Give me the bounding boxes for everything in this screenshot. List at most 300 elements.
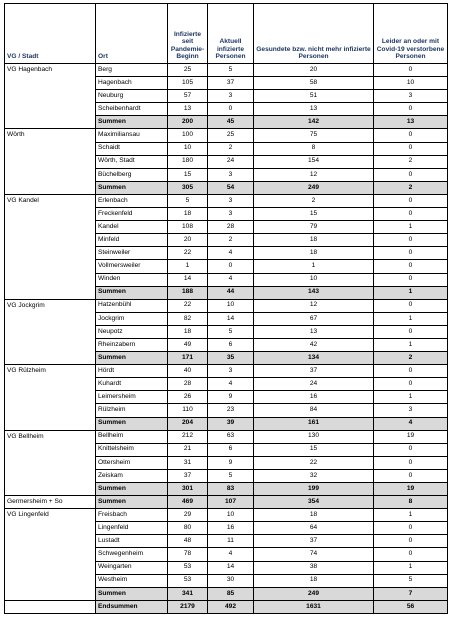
infizierte-cell: 53	[168, 574, 208, 587]
verstorbene-cell: 0	[374, 208, 448, 221]
table-row	[5, 221, 448, 234]
ort-cell: Erlenbach	[96, 194, 168, 207]
sum-infizierte: 171	[168, 352, 208, 365]
gesundete-cell: 130	[254, 430, 374, 443]
group-name-cell	[5, 181, 96, 194]
sum-verstorbene: 2	[374, 352, 448, 365]
verstorbene-cell: 0	[374, 168, 448, 181]
header-aktuell-infizierte: Aktuell infizierte Personen	[208, 4, 254, 64]
gesundete-cell: 37	[254, 365, 374, 378]
table-row	[5, 260, 448, 273]
sum-aktuell: 35	[208, 352, 254, 365]
group-name-cell	[5, 391, 96, 404]
aktuell-cell: 14	[208, 312, 254, 325]
ort-cell: Berg	[96, 64, 168, 77]
group-name-cell: VG Rülzheim	[5, 365, 96, 378]
ort-cell: Westheim	[96, 574, 168, 587]
gesundete-cell: 64	[254, 522, 374, 535]
table-row	[5, 522, 448, 535]
aktuell-cell: 30	[208, 574, 254, 587]
infizierte-cell: 15	[168, 168, 208, 181]
infizierte-cell: 22	[168, 299, 208, 312]
group-name-cell	[5, 535, 96, 548]
table-row	[5, 247, 448, 260]
infizierte-cell: 20	[168, 234, 208, 247]
table-row	[5, 325, 448, 338]
gesundete-cell: 16	[254, 391, 374, 404]
gesundete-cell: 67	[254, 312, 374, 325]
ort-cell: Vollmersweiler	[96, 260, 168, 273]
ort-cell: Hatzenbühl	[96, 299, 168, 312]
summen-label: Summen	[96, 483, 168, 496]
infizierte-cell: 29	[168, 509, 208, 522]
gesundete-cell: 18	[254, 247, 374, 260]
infizierte-cell: 10	[168, 142, 208, 155]
table-row	[5, 90, 448, 103]
verstorbene-cell: 0	[374, 142, 448, 155]
verstorbene-cell: 0	[374, 469, 448, 482]
sum-aktuell: 39	[208, 417, 254, 430]
sum-gesundete: 134	[254, 352, 374, 365]
ort-cell: Lingenfeld	[96, 522, 168, 535]
infizierte-cell: 25	[168, 64, 208, 77]
aktuell-cell: 3	[208, 168, 254, 181]
gesundete-cell: 18	[254, 509, 374, 522]
group-name-cell	[5, 352, 96, 365]
ort-cell: Ottersheim	[96, 456, 168, 469]
aktuell-cell: 4	[208, 273, 254, 286]
group-name-cell: Germersheim + So	[5, 496, 96, 509]
table-row	[5, 404, 448, 417]
aktuell-cell: 25	[208, 129, 254, 142]
aktuell-cell: 14	[208, 561, 254, 574]
table-row	[5, 77, 448, 90]
ort-cell: Wörth, Stadt	[96, 155, 168, 168]
ort-cell: Leimersheim	[96, 391, 168, 404]
verstorbene-cell: 0	[374, 522, 448, 535]
sum-gesundete: 142	[254, 116, 374, 129]
ort-cell: Weingarten	[96, 561, 168, 574]
summen-label: Summen	[96, 352, 168, 365]
group-name-cell	[5, 142, 96, 155]
aktuell-cell: 6	[208, 443, 254, 456]
summary-row	[5, 483, 448, 496]
infizierte-cell: 48	[168, 535, 208, 548]
infizierte-cell: 53	[168, 561, 208, 574]
table-row	[5, 338, 448, 351]
infizierte-cell: 28	[168, 378, 208, 391]
group-name-cell	[5, 600, 96, 613]
table-row	[5, 312, 448, 325]
sum-gesundete: 161	[254, 417, 374, 430]
verstorbene-cell: 1	[374, 338, 448, 351]
aktuell-cell: 37	[208, 77, 254, 90]
verstorbene-cell: 0	[374, 456, 448, 469]
ort-cell: Freckenfeld	[96, 208, 168, 221]
aktuell-cell: 9	[208, 391, 254, 404]
sum-gesundete: 249	[254, 587, 374, 600]
ort-cell: Hördt	[96, 365, 168, 378]
aktuell-cell: 3	[208, 194, 254, 207]
endsummen-label: Endsummen	[96, 600, 168, 613]
aktuell-cell: 3	[208, 208, 254, 221]
header-verstorbene: Leider an oder mit Covid-19 verstorbene Personen	[374, 4, 448, 64]
verstorbene-cell: 0	[374, 194, 448, 207]
infizierte-cell: 18	[168, 208, 208, 221]
gesundete-cell: 75	[254, 129, 374, 142]
header-gesundete: Gesundete bzw. nicht mehr infizierte Personen	[254, 4, 374, 64]
gesundete-cell: 13	[254, 325, 374, 338]
aktuell-cell: 10	[208, 509, 254, 522]
aktuell-cell: 10	[208, 299, 254, 312]
summen-label: Summen	[96, 286, 168, 299]
header-ort: Ort	[96, 4, 168, 64]
ort-cell: Steinweiler	[96, 247, 168, 260]
gesundete-cell: 79	[254, 221, 374, 234]
table-row	[5, 208, 448, 221]
ort-cell: Winden	[96, 273, 168, 286]
infizierte-cell: 26	[168, 391, 208, 404]
group-name-cell	[5, 116, 96, 129]
table-row	[5, 469, 448, 482]
group-name-cell	[5, 325, 96, 338]
verstorbene-cell: 0	[374, 443, 448, 456]
sum-infizierte: 188	[168, 286, 208, 299]
aktuell-cell: 5	[208, 469, 254, 482]
gesundete-cell: 22	[254, 456, 374, 469]
group-name-cell	[5, 456, 96, 469]
table-row	[5, 574, 448, 587]
sum-verstorbene: 19	[374, 483, 448, 496]
table-row	[5, 378, 448, 391]
ort-cell: Büchelberg	[96, 168, 168, 181]
infizierte-cell: 49	[168, 338, 208, 351]
group-name-cell	[5, 522, 96, 535]
infizierte-cell: 18	[168, 325, 208, 338]
verstorbene-cell: 0	[374, 247, 448, 260]
group-name-cell	[5, 273, 96, 286]
infizierte-cell: 57	[168, 90, 208, 103]
ort-cell: Rheinzabern	[96, 338, 168, 351]
total-verstorbene: 56	[374, 600, 448, 613]
table-row	[5, 103, 448, 116]
group-name-cell	[5, 77, 96, 90]
covid-statistics-table	[4, 3, 448, 614]
infizierte-cell: 1	[168, 260, 208, 273]
group-name-cell	[5, 404, 96, 417]
verstorbene-cell: 5	[374, 574, 448, 587]
header-vg-stadt: VG / Stadt	[5, 4, 96, 64]
aktuell-cell: 28	[208, 221, 254, 234]
summary-row	[5, 352, 448, 365]
grand-total-row	[5, 600, 448, 613]
table-row	[5, 273, 448, 286]
ort-cell: Kuhardt	[96, 378, 168, 391]
sum-infizierte: 204	[168, 417, 208, 430]
verstorbene-cell: 19	[374, 430, 448, 443]
table-row	[5, 142, 448, 155]
group-name-cell	[5, 574, 96, 587]
gesundete-cell: 51	[254, 90, 374, 103]
group-name-cell: VG Kandel	[5, 194, 96, 207]
table-row	[5, 430, 448, 443]
total-infizierte: 2179	[168, 600, 208, 613]
gesundete-cell: 10	[254, 273, 374, 286]
table-row	[5, 129, 448, 142]
sum-aktuell: 54	[208, 181, 254, 194]
covid-statistics-table-container	[4, 3, 447, 614]
verstorbene-cell: 0	[374, 378, 448, 391]
group-name-cell	[5, 561, 96, 574]
group-name-cell: VG Lingenfeld	[5, 509, 96, 522]
ort-cell: Schaidt	[96, 142, 168, 155]
ort-cell: Maximiliansau	[96, 129, 168, 142]
gesundete-cell: 154	[254, 155, 374, 168]
infizierte-cell: 31	[168, 456, 208, 469]
table-row	[5, 456, 448, 469]
sum-verstorbene: 8	[374, 496, 448, 509]
gesundete-cell: 18	[254, 234, 374, 247]
table-row	[5, 535, 448, 548]
sum-aktuell: 44	[208, 286, 254, 299]
gesundete-cell: 15	[254, 208, 374, 221]
aktuell-cell: 23	[208, 404, 254, 417]
verstorbene-cell: 0	[374, 273, 448, 286]
summen-label: Summen	[96, 417, 168, 430]
gesundete-cell: 15	[254, 443, 374, 456]
table-row	[5, 365, 448, 378]
sum-aktuell: 85	[208, 587, 254, 600]
total-aktuell: 492	[208, 600, 254, 613]
ort-cell: Jockgrim	[96, 312, 168, 325]
aktuell-cell: 16	[208, 522, 254, 535]
header-infizierte: Infizierte seit Pandemie-Beginn	[168, 4, 208, 64]
verstorbene-cell: 0	[374, 299, 448, 312]
gesundete-cell: 12	[254, 168, 374, 181]
sum-infizierte: 341	[168, 587, 208, 600]
summen-label: Summen	[96, 181, 168, 194]
ort-cell: Rülzheim	[96, 404, 168, 417]
verstorbene-cell: 2	[374, 155, 448, 168]
table-row	[5, 391, 448, 404]
verstorbene-cell: 1	[374, 391, 448, 404]
table-row	[5, 168, 448, 181]
infizierte-cell: 37	[168, 469, 208, 482]
gesundete-cell: 20	[254, 64, 374, 77]
summary-row	[5, 181, 448, 194]
infizierte-cell: 110	[168, 404, 208, 417]
group-name-cell	[5, 155, 96, 168]
verstorbene-cell: 1	[374, 561, 448, 574]
verstorbene-cell: 0	[374, 365, 448, 378]
verstorbene-cell: 3	[374, 404, 448, 417]
ort-cell: Knittelsheim	[96, 443, 168, 456]
verstorbene-cell: 0	[374, 260, 448, 273]
sum-gesundete: 354	[254, 496, 374, 509]
aktuell-cell: 2	[208, 234, 254, 247]
group-name-cell	[5, 312, 96, 325]
gesundete-cell: 32	[254, 469, 374, 482]
verstorbene-cell: 3	[374, 90, 448, 103]
aktuell-cell: 24	[208, 155, 254, 168]
table-row	[5, 561, 448, 574]
sum-gesundete: 249	[254, 181, 374, 194]
verstorbene-cell: 0	[374, 103, 448, 116]
group-name-cell	[5, 234, 96, 247]
aktuell-cell: 63	[208, 430, 254, 443]
infizierte-cell: 40	[168, 365, 208, 378]
aktuell-cell: 2	[208, 142, 254, 155]
gesundete-cell: 38	[254, 561, 374, 574]
sum-infizierte: 200	[168, 116, 208, 129]
group-name-cell: VG Jockgrim	[5, 299, 96, 312]
group-name-cell	[5, 443, 96, 456]
table-body	[5, 64, 448, 614]
infizierte-cell: 5	[168, 194, 208, 207]
ort-cell: Scheibenhardt	[96, 103, 168, 116]
aktuell-cell: 11	[208, 535, 254, 548]
group-name-cell	[5, 168, 96, 181]
infizierte-cell: 105	[168, 77, 208, 90]
aktuell-cell: 4	[208, 548, 254, 561]
gesundete-cell: 1	[254, 260, 374, 273]
group-name-cell	[5, 260, 96, 273]
infizierte-cell: 180	[168, 155, 208, 168]
sum-verstorbene: 7	[374, 587, 448, 600]
sum-infizierte: 469	[168, 496, 208, 509]
group-name-cell	[5, 417, 96, 430]
group-name-cell	[5, 208, 96, 221]
gesundete-cell: 18	[254, 574, 374, 587]
sum-infizierte: 305	[168, 181, 208, 194]
aktuell-cell: 5	[208, 64, 254, 77]
summary-row	[5, 417, 448, 430]
header-row	[5, 4, 448, 64]
aktuell-cell: 0	[208, 260, 254, 273]
verstorbene-cell: 1	[374, 221, 448, 234]
table-row	[5, 194, 448, 207]
infizierte-cell: 22	[168, 247, 208, 260]
ort-cell: Kandel	[96, 221, 168, 234]
gesundete-cell: 13	[254, 103, 374, 116]
table-row	[5, 548, 448, 561]
table-row	[5, 155, 448, 168]
group-name-cell	[5, 338, 96, 351]
ort-cell: Bellheim	[96, 430, 168, 443]
group-name-cell	[5, 483, 96, 496]
sum-verstorbene: 2	[374, 181, 448, 194]
group-name-cell	[5, 247, 96, 260]
summen-label: Summen	[96, 587, 168, 600]
gesundete-cell: 37	[254, 535, 374, 548]
group-name-cell	[5, 286, 96, 299]
infizierte-cell: 108	[168, 221, 208, 234]
infizierte-cell: 212	[168, 430, 208, 443]
ort-cell: Zeiskam	[96, 469, 168, 482]
gesundete-cell: 42	[254, 338, 374, 351]
table-row	[5, 234, 448, 247]
group-name-cell	[5, 378, 96, 391]
gesundete-cell: 24	[254, 378, 374, 391]
summary-row	[5, 286, 448, 299]
sum-verstorbene: 4	[374, 417, 448, 430]
infizierte-cell: 100	[168, 129, 208, 142]
gesundete-cell: 58	[254, 77, 374, 90]
infizierte-cell: 82	[168, 312, 208, 325]
group-name-cell	[5, 90, 96, 103]
ort-cell: Schwegenheim	[96, 548, 168, 561]
sum-aktuell: 107	[208, 496, 254, 509]
table-row	[5, 509, 448, 522]
ort-cell: Minfeld	[96, 234, 168, 247]
table-row	[5, 299, 448, 312]
summen-label: Summen	[96, 496, 168, 509]
gesundete-cell: 12	[254, 299, 374, 312]
table-header	[5, 4, 448, 64]
verstorbene-cell: 0	[374, 64, 448, 77]
infizierte-cell: 78	[168, 548, 208, 561]
verstorbene-cell: 0	[374, 129, 448, 142]
infizierte-cell: 80	[168, 522, 208, 535]
sum-aktuell: 83	[208, 483, 254, 496]
aktuell-cell: 5	[208, 325, 254, 338]
summen-label: Summen	[96, 116, 168, 129]
ort-cell: Neupotz	[96, 325, 168, 338]
verstorbene-cell: 1	[374, 312, 448, 325]
aktuell-cell: 0	[208, 103, 254, 116]
summary-row	[5, 587, 448, 600]
verstorbene-cell: 1	[374, 509, 448, 522]
group-name-cell: Wörth	[5, 129, 96, 142]
infizierte-cell: 21	[168, 443, 208, 456]
group-name-cell: VG Hagenbach	[5, 64, 96, 77]
gesundete-cell: 84	[254, 404, 374, 417]
group-name-cell	[5, 587, 96, 600]
infizierte-cell: 13	[168, 103, 208, 116]
verstorbene-cell: 0	[374, 325, 448, 338]
sum-verstorbene: 13	[374, 116, 448, 129]
verstorbene-cell: 0	[374, 548, 448, 561]
gesundete-cell: 74	[254, 548, 374, 561]
gesundete-cell: 2	[254, 194, 374, 207]
infizierte-cell: 14	[168, 273, 208, 286]
sum-gesundete: 143	[254, 286, 374, 299]
aktuell-cell: 3	[208, 365, 254, 378]
group-name-cell	[5, 221, 96, 234]
verstorbene-cell: 10	[374, 77, 448, 90]
aktuell-cell: 3	[208, 90, 254, 103]
table-row	[5, 443, 448, 456]
summary-row	[5, 116, 448, 129]
aktuell-cell: 9	[208, 456, 254, 469]
ort-cell: Hagenbach	[96, 77, 168, 90]
ort-cell: Lustadt	[96, 535, 168, 548]
group-name-cell	[5, 469, 96, 482]
ort-cell: Neuburg	[96, 90, 168, 103]
gesundete-cell: 8	[254, 142, 374, 155]
group-name-cell	[5, 103, 96, 116]
table-row	[5, 64, 448, 77]
summary-row	[5, 496, 448, 509]
group-name-cell: VG Bellheim	[5, 430, 96, 443]
sum-infizierte: 301	[168, 483, 208, 496]
ort-cell: Freisbach	[96, 509, 168, 522]
verstorbene-cell: 0	[374, 535, 448, 548]
aktuell-cell: 6	[208, 338, 254, 351]
sum-gesundete: 199	[254, 483, 374, 496]
sum-aktuell: 45	[208, 116, 254, 129]
sum-verstorbene: 1	[374, 286, 448, 299]
